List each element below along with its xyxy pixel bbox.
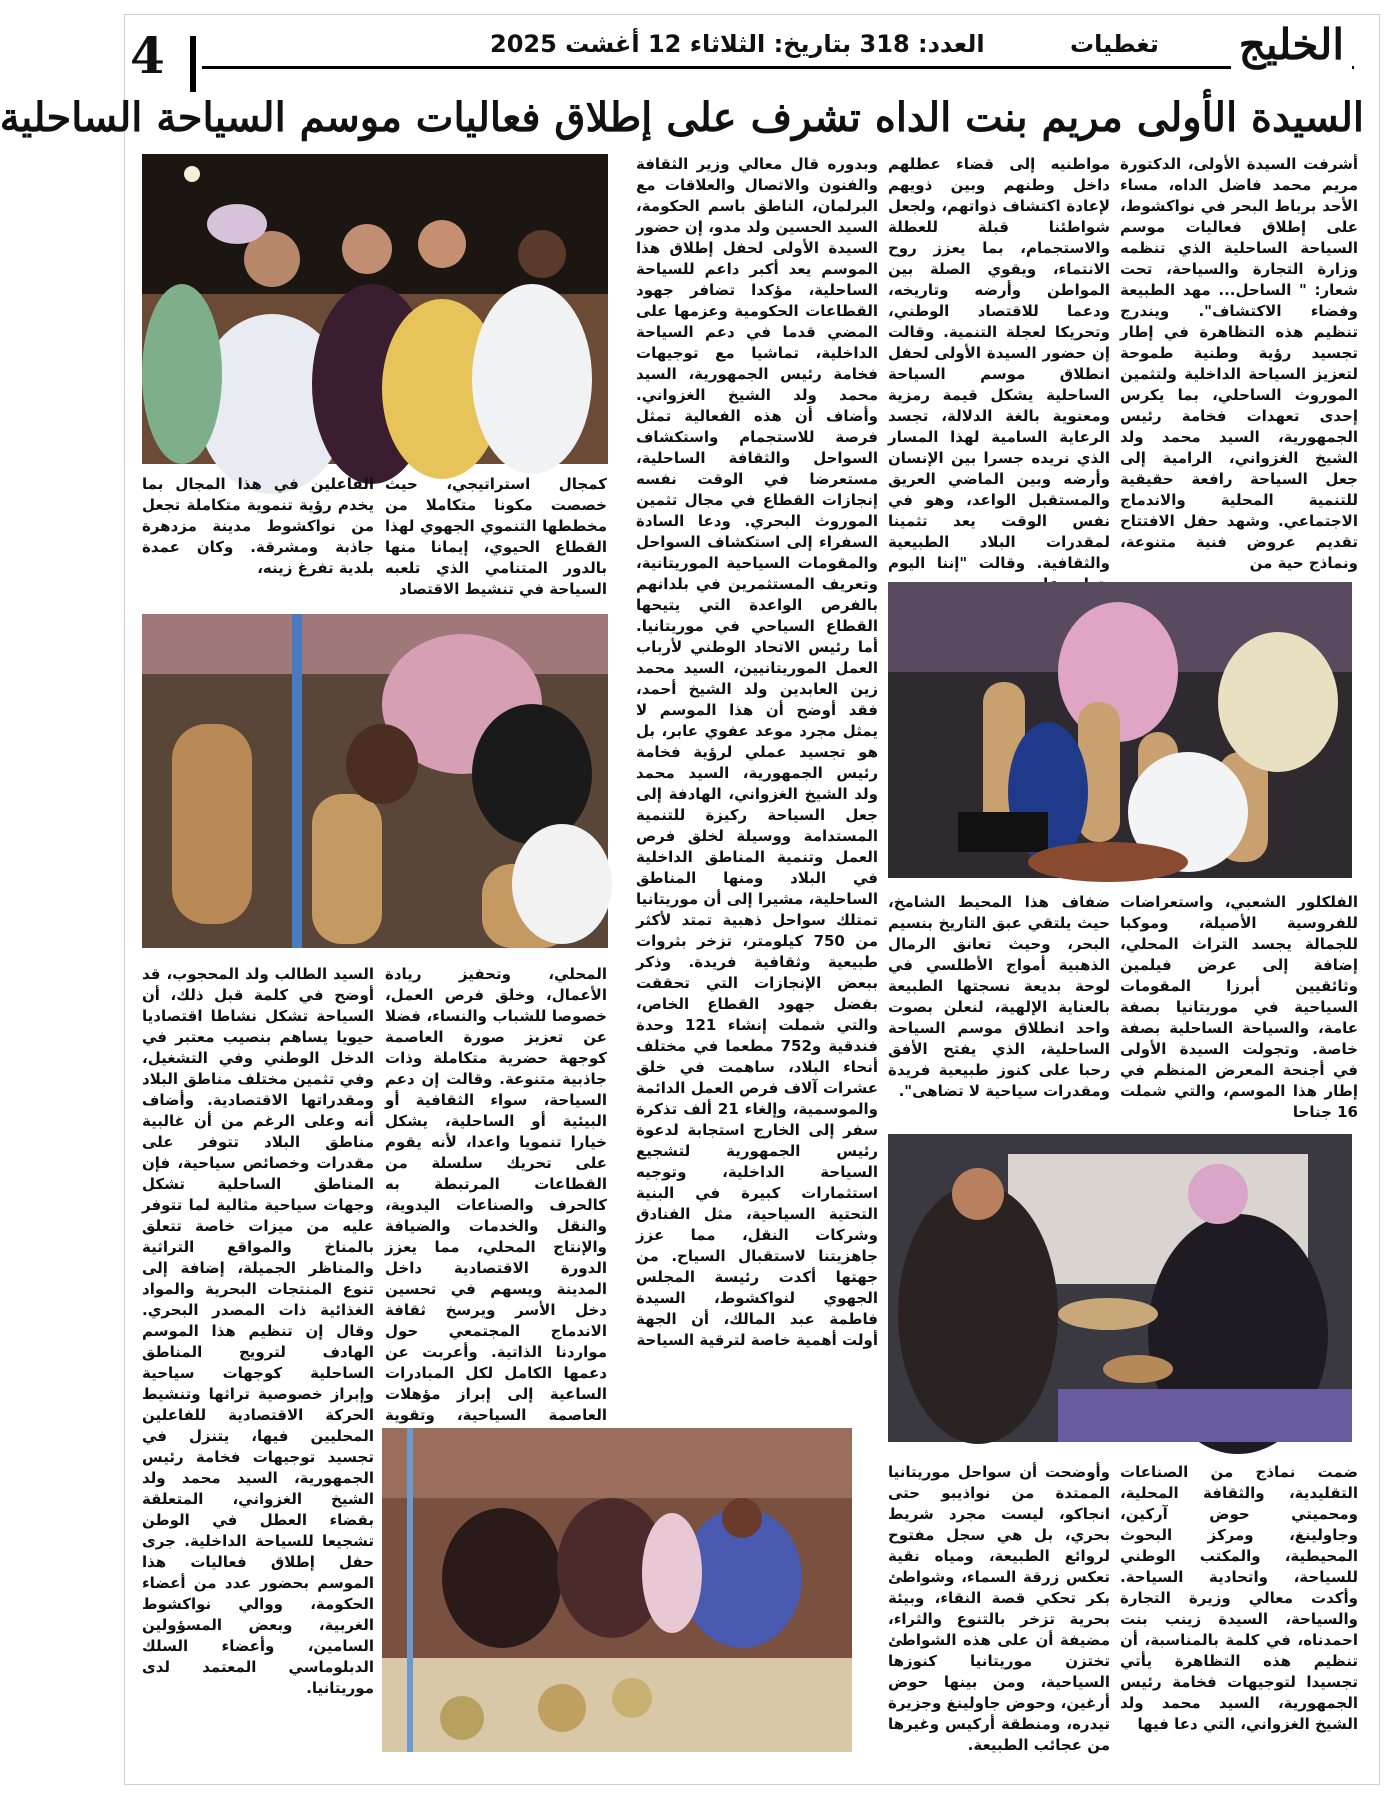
children-tablets-photo xyxy=(888,582,1352,878)
column-1b: الفلكلور الشعبي، واستعراضات للفروسية الأصيلة، وموكبا للجمالة يجسد التراث المحلي، إضافة إلى عرض فيلمين وثائقيين أبرزا المقومات السياحية في موريتانيا بصفة عامة، والسياحة الساحلية بصفة خاصة. وتجولت السيدة الأولى في أجنحة المعرض المنظم في إطار هذا الموسم، والتي شملت 16 جناحا xyxy=(1120,893,1358,1121)
ceremony-audience-photo xyxy=(142,154,608,464)
header-rule xyxy=(202,66,1354,69)
column-4b: المحلي، وتحفيز ريادة الأعمال، وخلق فرص العمل، خصوصا للشباب والنساء، فضلا عن تعزيز صورة العاصمة كوجهة حضرية متكاملة وذات جاذبية متنوعة. وقالت إن دعم السياحة، سواء الثقافية أو البيئية أو الساحلية، يشكل خيارا تنمويا واعدا، لأنه يقوم على تحريك سلسلة من القطاعات المرتبطة به كالحرف والصناعات اليدوية، والنقل والخدمات والضيافة والإنتاج المحلي، مما يعزز الدورة الاقتصادية داخل المدينة ويسهم في تحسين دخل الأسر ويرسخ ثقافة الاندماج المجتمعي حول مواردنا الذاتية. وأعربت عن دعمها الكامل لكل المبادرات الساعية إلى إبراز مؤهلات العاصمة السياحية، وتقوية xyxy=(385,965,607,1424)
column-5a: الفاعلين في هذا المجال بما يخدم رؤية تنموية متكاملة تجعل من نواكشوط مدينة مزدهرة جاذبة ومشرقة. وكان عمدة بلدية تفرغ زينه، xyxy=(142,475,374,577)
page-number: 4 xyxy=(130,26,165,85)
column-1c: ضمت نماذج من الصناعات التقليدية، والثقافة المحلية، ومحميتي حوض آركين، وجاولينغ، ومركز البحوث المحيطية، والمكتب الوطني للسياحة، واتحادية السياحة. وأكدت معالي وزيرة التجارة والسياحة، السيدة زينب بنت احمدناه، في كلمة بالمناسبة، أن تنظيم هذه التظاهرة يأتي تجسيدا لتوجيهات فخامة رئيس الجمهورية، السيد محمد ولد الشيخ الغزواني، التي دعا فيها xyxy=(1120,1463,1358,1733)
section-name: تغطيات xyxy=(1060,30,1169,58)
serving-dish-photo xyxy=(888,1134,1352,1442)
issue-date: العدد: 318 بتاريخ: الثلاثاء 12 أغشت 2025 xyxy=(480,30,995,58)
column-4a: كمجال استراتيجي، حيث خصصت مكونا متكاملا من مخططها التنموي الجهوي لهذا القطاع الحيوي، إيمانا منها بالدور المتنامي الذي تلعبه السياحة في تنشيط الاقتصاد xyxy=(385,475,607,598)
column-1-top: أشرفت السيدة الأولى، الدكتورة مريم محمد فاضل الداه، مساء الأحد برباط البحر في نواكشوط، على إطلاق فعاليات موسم السياحة الساحلية الذي تنظمه وزارة التجارة والسياحة، تحت شعار: " الساحل... مهد الطبيعة وفضاء الاكتشاف". ويندرج تنظيم هذه التظاهرة في إطار تجسيد رؤية وطنية طموحة لتعزيز السياحة الداخلية ولتثمين الموروث الساحلي، بما يكرس إحدى تعهدات فخامة رئيس الجمهورية، السيد محمد ولد الشيخ الغزواني، الرامية إلى جعل السياحة رافعة حقيقية للتنمية المحلية والاندماج الاجتماعي. وشهد حفل الافتتاح تقديم عروض فنية متنوعة، ونماذج حية من xyxy=(1120,155,1358,572)
page-header xyxy=(110,20,1394,86)
header-bar xyxy=(190,36,196,92)
tent-gathering-photo xyxy=(382,1428,852,1752)
quran-tablets-photo xyxy=(142,614,608,948)
headline: السيدة الأولى مريم بنت الداه تشرف على إطلاق فعاليات موسم السياحة الساحلية xyxy=(0,94,1364,141)
column-2c: وأوضحت أن سواحل موريتانيا الممتدة من نواذيبو حتى انجاكو، ليست مجرد شريط بحري، بل هي سجل مفتوح لروائع الطبيعة، ومياه نقية تعكس زرقة السماء، وشواطئ بكر تحكي قصة النقاء، وبيئة بحرية تزخر بالتنوع والثراء، مضيفة أن على هذه الشواطئ تختزن موريتانيا كنوزها السياحية، ومن بينها حوض أرغين، وحوض جاولينغ وجزيرة تيدره، ومنطقة أركيس وغيرها من عجائب الطبيعة. xyxy=(888,1463,1110,1754)
column-2b: ضفاف هذا المحيط الشامخ، حيث يلتقي عبق التاريخ بنسيم البحر، وحيث تعانق الرمال الذهبية أمواج الأطلسي في لوحة بديعة نسجتها الطبيعة بالعناية الإلهية، لنعلن بصوت واحد انطلاق موسم السياحة الساحلية، الذي يفتح الأفق رحبا على كنوز طبيعية فريدة ومقدرات سياحية لا تضاهى". xyxy=(888,893,1110,1100)
column-3: وبدوره قال معالي وزير الثقافة والفنون والاتصال والعلاقات مع البرلمان، الناطق باسم الحكومة، السيد الحسين ولد مدو، إن حضور السيدة الأولى لحفل إطلاق هذا الموسم يعد أكبر داعم للسياحة الساحلية، مؤكدا تضافر جهود القطاعات الحكومية وعزمها على المضي قدما في دعم السياحة الداخلية، تماشيا مع توجيهات فخامة رئيس الجمهورية، السيد محمد ولد الشيخ الغزواني. وأضاف أن هذه الفعالية تمثل فرصة للاستجمام واستكشاف السواحل والثقافة الساحلية، مستعرضا في الوقت نفسه إنجازات القطاع في مجال تثمين الموروث البحري. ودعا السادة السفراء إلى استكشاف السواحل والمقومات السياحية الموريتانية، وتعريف المستثمرين في بلدانهم بالفرص الواعدة التي يتيحها القطاع السياحي في موريتانيا. أما رئيس الاتحاد الوطني لأرباب العمل الموريتانيين، السيد محمد زين العابدين ولد الشيخ أحمد، فقد أوضح أن هذا الموسم لا يمثل مجرد موعد عفوي عابر، بل هو تجسيد عملي لرؤية فخامة رئيس الجمهورية، السيد محمد ولد الشيخ الغزواني، الهادفة إلى جعل السياحة ركيزة للتنمية المستدامة ووسيلة لخلق فرص العمل وتنمية المناطق الداخلية في البلاد ومنها المناطق الساحلية، مشيرا إلى أن موريتانيا تمتلك سواحل ذهبية تمتد لأكثر من 750 كيلومتر، تزخر بثروات طبيعية وثقافية فريدة. وذكر ببعض الإنجازات التي تحققت بفضل جهود القطاع الخاص، والتي شملت إنشاء 121 وحدة فندقية و752 مطعما في مختلف أنحاء البلاد، ساهمت في خلق عشرات آلاف فرص العمل الدائمة والموسمية، وإلغاء 21 ألف تذكرة سفر إلى الخارج استجابة لدعوة رئيس الجمهورية لتشجيع السياحة الداخلية، وتوجيه استثمارات كبيرة في البنية التحتية السياحية، مثل الفنادق وشركات النقل، مما عزز جاهزيتنا لاستقبال السياح. من جهتها أكدت رئيسة المجلس الجهوي لنواكشوط، السيدة فاطمة عبد المالك، أن الجهة أولت أهمية خاصة لترقية السياحة xyxy=(636,155,878,1349)
masthead: الخليج xyxy=(1231,20,1352,69)
column-2-top: مواطنيه إلى قضاء عطلهم داخل وطنهم وبين ذويهم لإعادة اكتشاف ذواتهم، ولجعل شواطئنا قبلة للعطلة والاستجمام، بما يعزز روح الانتماء، ويقوي الصلة بين المواطن وأرضه وتاريخه، ودعما للاقتصاد الوطني، وتحريكا لعجلة التنمية. وقالت إن حضور السيدة الأولى لحفل انطلاق موسم السياحة الساحلية يشكل قيمة رمزية ومعنوية بالغة الدلالة، تجسد الرعاية السامية لهذا المسار الذي نريده جسرا بين الإنسان وأرضه وبين الماضي العريق والمستقبل الواعد، وهو في نفس الوقت يعد تثمينا لمقدرات البلاد الطبيعية والثقافية. وقالت "إننا اليوم xyxy=(888,155,1110,572)
column-5b: السيد الطالب ولد المحجوب، قد أوضح في كلمة قبل ذلك، أن السياحة تشكل نشاطا اقتصاديا حيويا يساهم بنصيب معتبر في الدخل الوطني وفي التشغيل، وفي تثمين مختلف مناطق البلاد ومقدراتها الاقتصادية. وأضاف أنه وعلى الرغم من أن غالبية مناطق البلاد تتوفر على مقدرات وخصائص سياحية، فإن المناطق الساحلية تشكل وجهات سياحية مثالية لما تتوفر عليه من ميزات خاصة تتعلق بالمناخ والمواقع التراثية والمناظر الجميلة، إضافة إلى تنوع المنتجات البحرية والمواد الغذائية ذات المصدر البحري. وقال إن تنظيم هذا الموسم الهادف لترويج المناطق الساحلية كوجهات سياحية وإبراز خصوصية تراثها وتنشيط الحركة الاقتصادية للفاعلين المحليين فيها، يتنزل في تجسيد توجيهات فخامة رئيس الجمهورية، السيد محمد ولد الشيخ الغزواني، المتعلقة بقضاء العطل في الوطن تشجيعا للسياحة الداخلية. جرى حفل إطلاق فعاليات هذا الموسم بحضور عدد من أعضاء الحكومة، ووالي نواكشوط الغربية، وبعض المسؤولين السامين، وأعضاء السلك الدبلوماسي المعتمد لدى موريتانيا. xyxy=(142,965,374,1697)
